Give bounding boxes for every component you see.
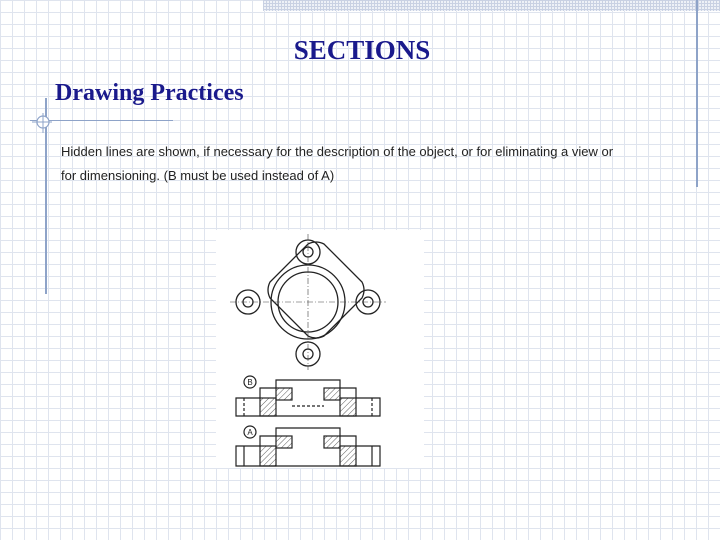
section-drawing-figure <box>216 230 424 468</box>
section-a <box>236 426 380 466</box>
slide-subtitle: Drawing Practices <box>55 80 244 106</box>
label-a: A <box>247 428 253 437</box>
crosshair-ornament <box>32 113 52 133</box>
flange-drawing <box>216 230 424 468</box>
header-texture-band <box>263 0 720 11</box>
body-line-2: for dimensioning. (B must be used instead of A) <box>61 168 335 183</box>
body-line-1: Hidden lines are shown, if necessary for the description of the object, or for eliminating a view or <box>61 144 614 159</box>
body-paragraph <box>61 140 701 188</box>
flange-outline <box>268 242 364 338</box>
section-b <box>236 376 380 416</box>
slide-title: SECTIONS <box>293 35 431 65</box>
label-b: B <box>247 378 253 387</box>
